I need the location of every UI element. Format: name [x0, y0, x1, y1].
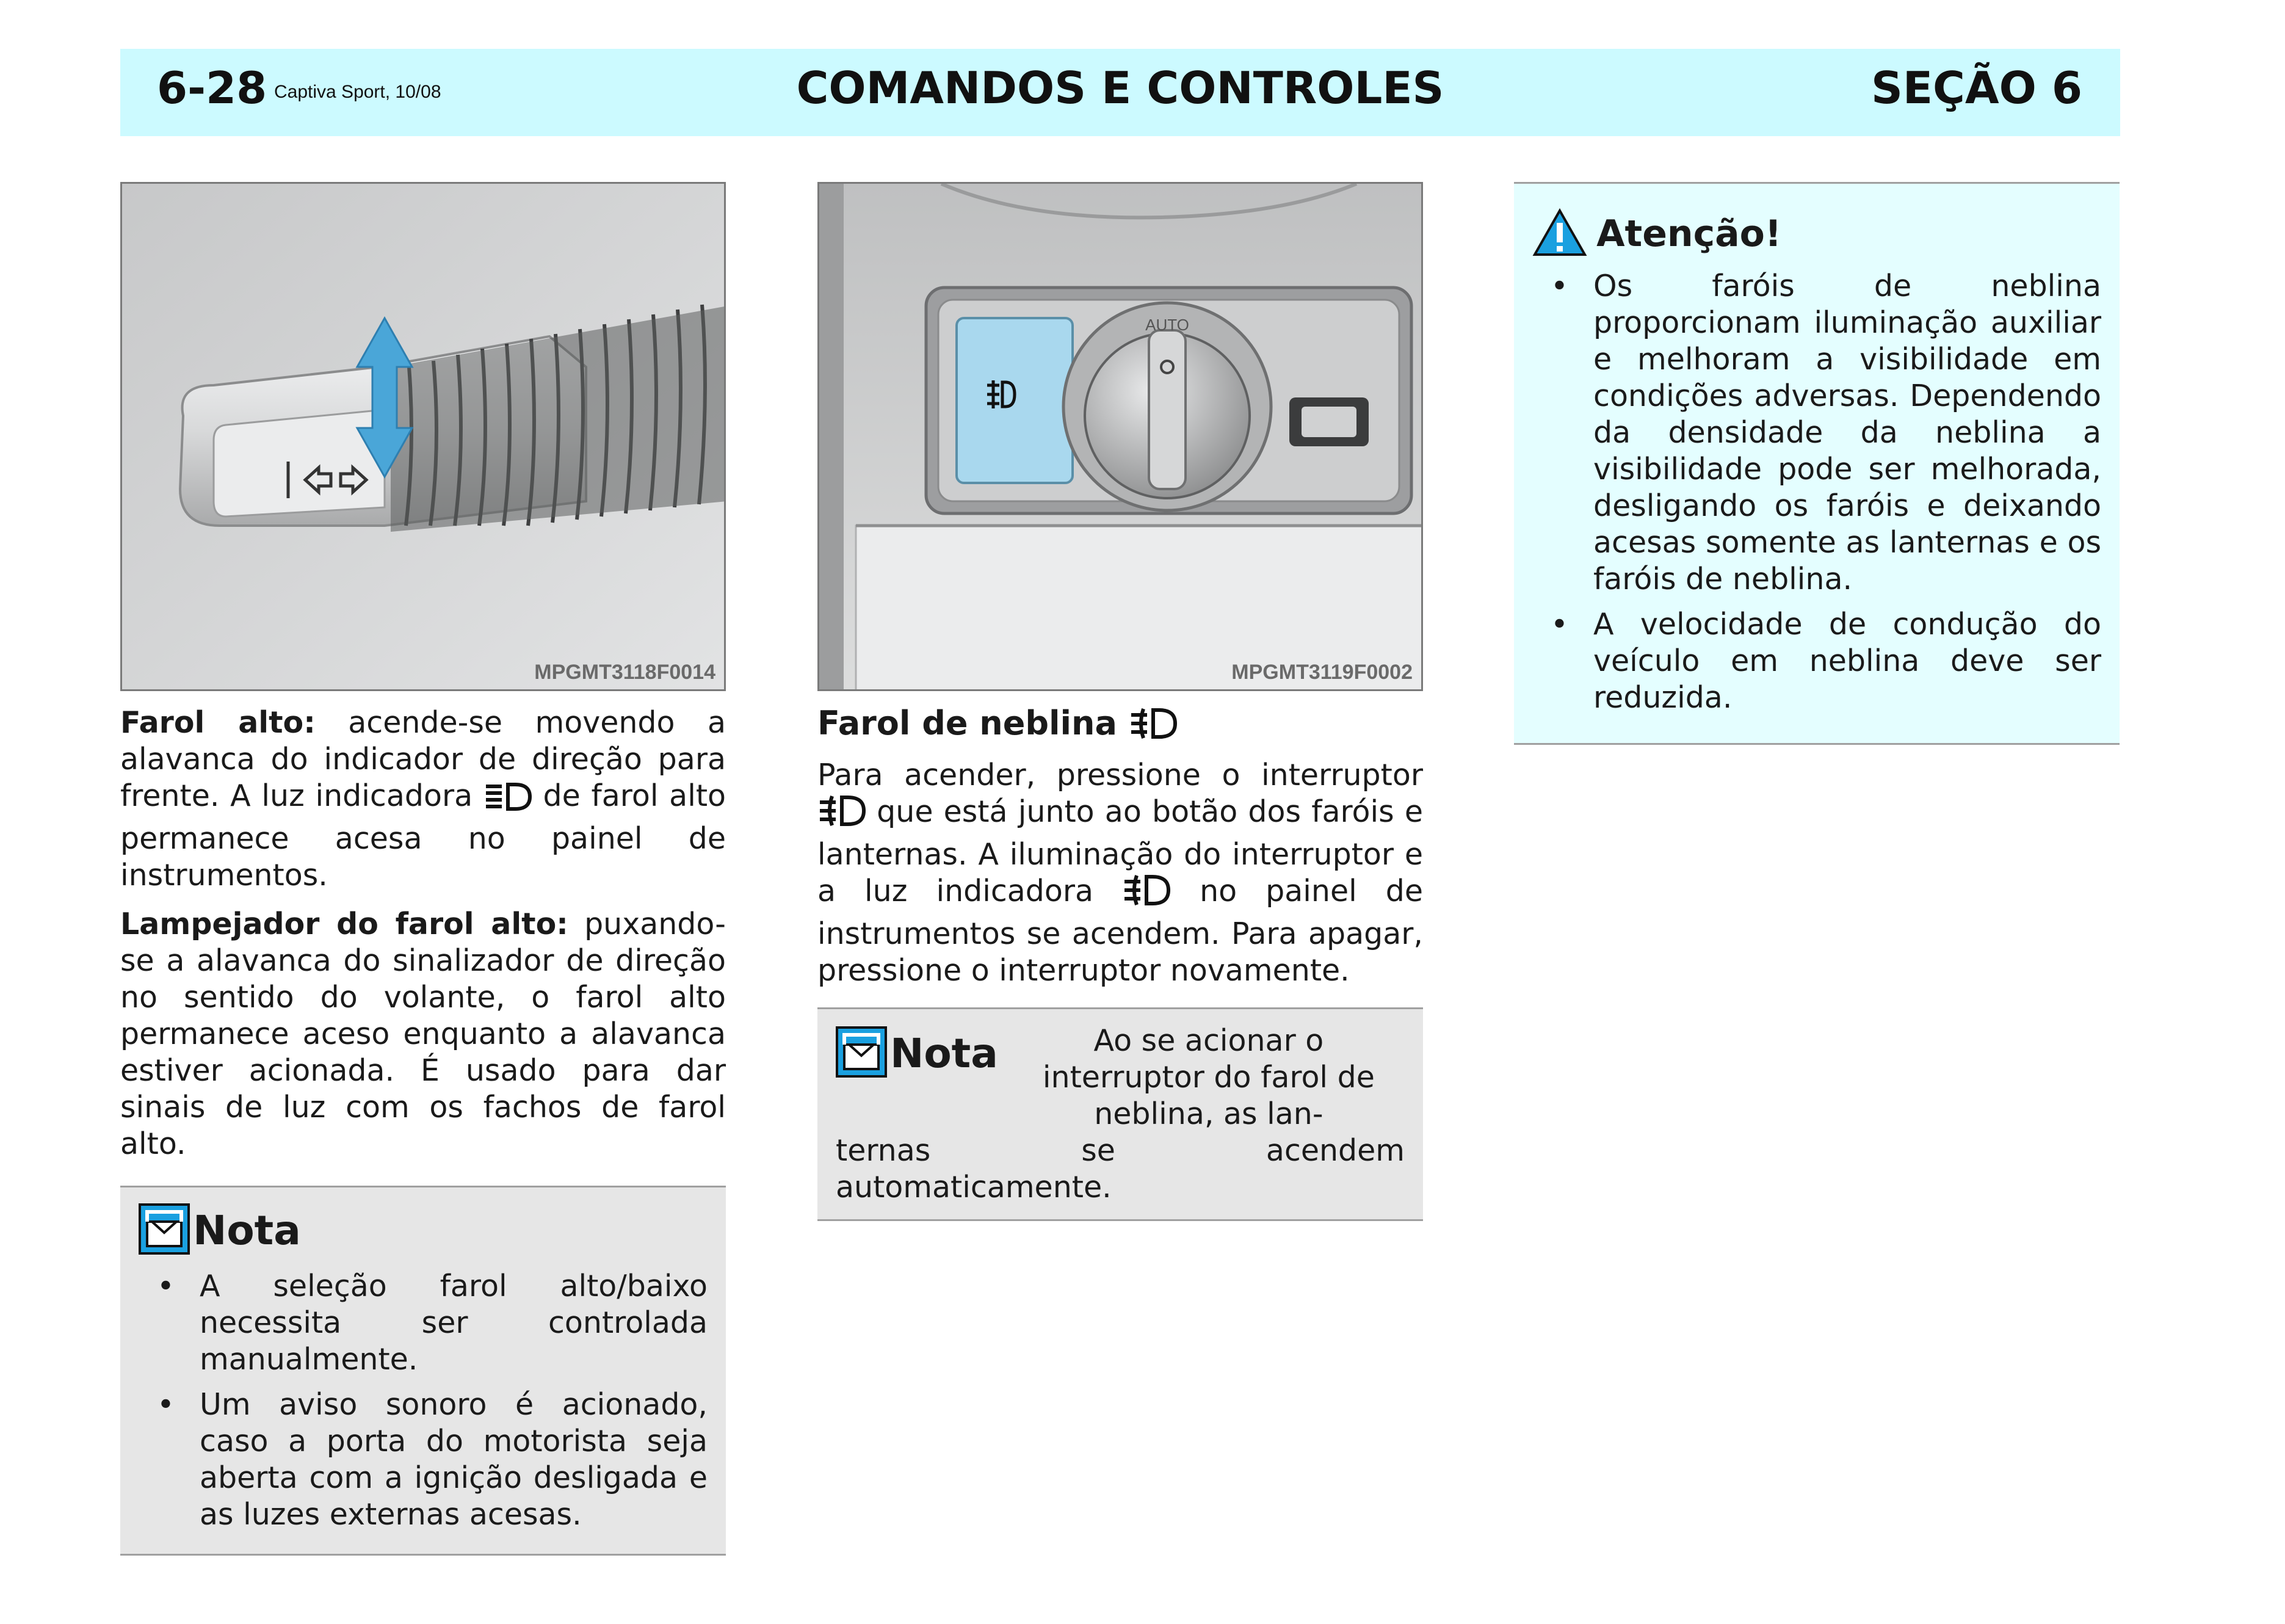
- flash-text: puxando-se a alavanca do sinalizador de direção no sentido do volante, o farol alto permanece aceso enquanto a alavanca estiver acionada. É usado para dar sinais de luz com os fachos de farol alto.: [120, 907, 726, 1161]
- figure-code: MPGMT3118F0014: [534, 661, 715, 684]
- fog-light-icon: [817, 794, 866, 836]
- bullet-glyph: •: [157, 1387, 175, 1422]
- flash-label: Lampejador do farol alto:: [120, 907, 568, 941]
- bullet-glyph: •: [157, 1269, 175, 1303]
- note-rest-text: ternas se acendem automaticamente.: [836, 1133, 1405, 1205]
- column-right: [1514, 182, 2120, 745]
- attention-title: Atenção!: [1596, 212, 1782, 255]
- high-beam-icon: [483, 781, 532, 821]
- high-beam-text-b: de farol alto permanece acesa no painel de instrumentos.: [120, 778, 726, 893]
- page-header: [120, 49, 2120, 136]
- turn-signal-lever-figure: [120, 182, 726, 691]
- attention-list: [1532, 268, 2101, 716]
- note-side-text: Ao se acionar o interruptor do farol de neblina, as lan-: [1042, 1023, 1375, 1131]
- fog-button-illustration: [957, 318, 1073, 483]
- high-beam-text-a: acende-se movendo a alavanca do indicador de direção para frente. A luz indicadora: [120, 705, 726, 813]
- bullet-glyph: •: [1551, 269, 1568, 303]
- bullet-glyph: •: [1551, 607, 1568, 642]
- light-switch-illustration: [819, 184, 1423, 691]
- edition-label: Captiva Sport, 10/08: [274, 82, 441, 102]
- note-icon: [139, 1203, 190, 1257]
- high-beam-label: Farol alto:: [120, 705, 316, 740]
- turn-signal-lever-illustration: [122, 184, 726, 691]
- note-box-high-beam: [120, 1186, 726, 1556]
- fog-paragraph: Para acender, pressione o interruptor que está junto ao botão dos faróis e lanternas. A iluminação do interruptor e a luz indicadora no painel de instrumentos se acendem. Para apagar, pressione o interruptor novamente.: [817, 758, 1423, 988]
- high-beam-paragraph: [120, 705, 726, 894]
- list-item: • A seleção farol alto/baixo necessita ser controlada manualmente.: [157, 1269, 708, 1377]
- fog-light-icon: [1129, 706, 1178, 749]
- fog-light-icon: [1122, 873, 1171, 916]
- list-item: • Um aviso sonoro é acionado, caso a porta do motorista seja aberta com a ignição desligada e as luzes externas acesas.: [157, 1387, 708, 1532]
- note-title: Nota: [890, 1029, 998, 1077]
- column-left: [120, 182, 726, 1556]
- section-label: SEÇÃO 6: [1871, 62, 2082, 114]
- fog-heading: Farol de neblina: [817, 705, 1423, 749]
- note-icon: [836, 1026, 887, 1080]
- list-item: • Os faróis de neblina proporcionam iluminação auxiliar e melhoram a visibilidade em condições adversas. Dependendo da densidade da neblina a visibilidade pode ser melhorada, desligando os faróis e deixando acesas somente as lanternas e os faróis de neblina.: [1551, 269, 2101, 596]
- note-title: Nota: [193, 1206, 301, 1254]
- note-box-fog: [817, 1007, 1423, 1221]
- light-switch-figure: [817, 182, 1423, 691]
- warning-triangle-icon: [1532, 208, 1587, 259]
- page-number: 6-28: [157, 62, 267, 114]
- auto-label: AUTO: [1145, 316, 1189, 334]
- figure-code: MPGMT3119F0002: [1231, 661, 1413, 684]
- flash-paragraph: [120, 906, 726, 1162]
- column-middle: [817, 182, 1423, 1221]
- list-item: • A velocidade de condução do veículo em neblina deve ser reduzida.: [1551, 607, 2101, 715]
- attention-box: [1514, 182, 2120, 745]
- note-list: [139, 1268, 708, 1533]
- chapter-title: COMANDOS E CONTROLES: [796, 62, 1444, 114]
